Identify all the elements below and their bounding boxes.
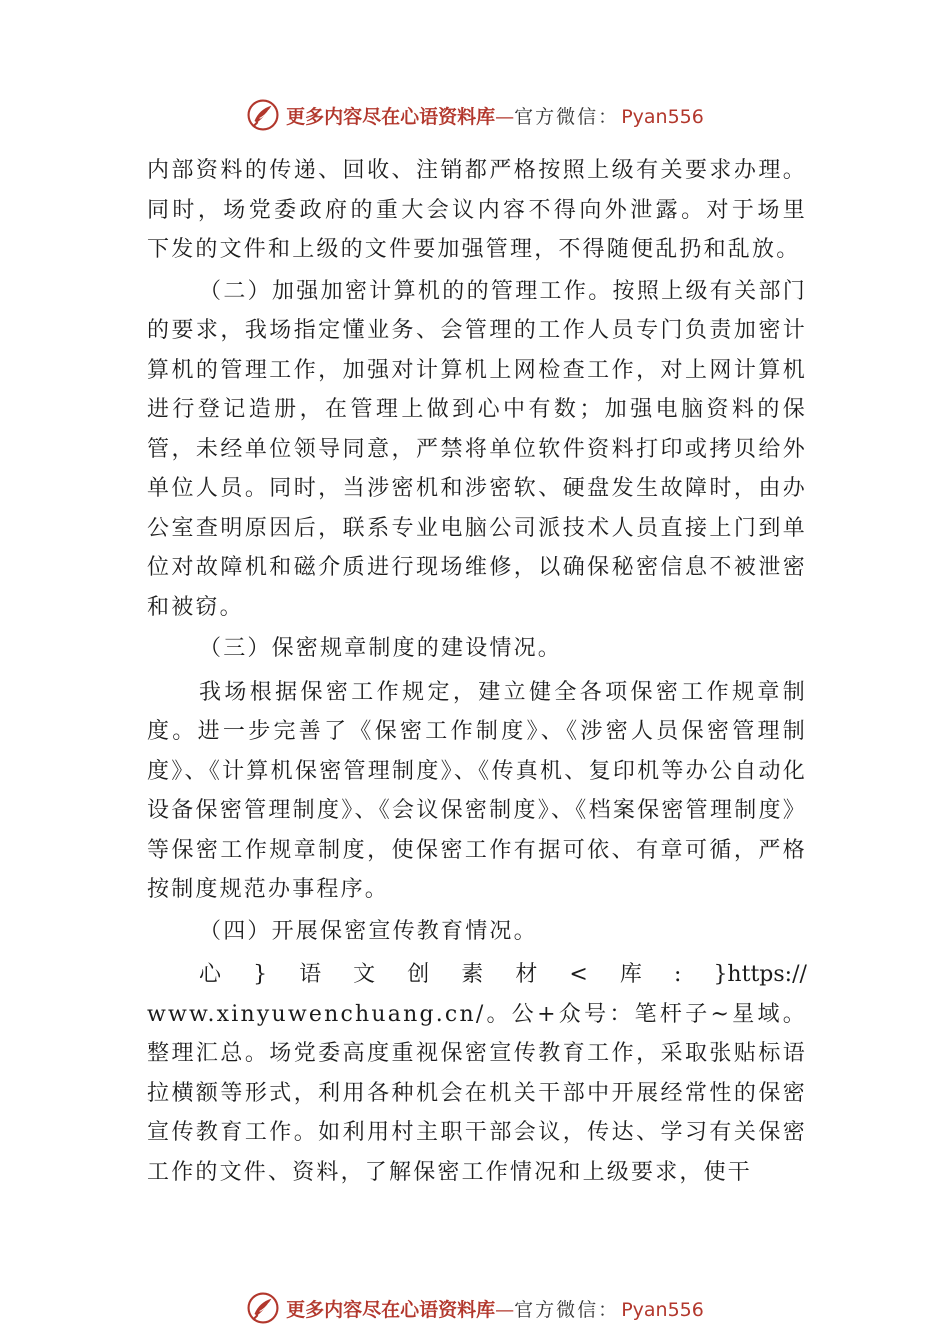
banner-main-text: 更多内容尽在心语资料库 xyxy=(286,105,496,128)
banner-official-label: 官方微信： xyxy=(514,105,620,128)
spaced-char: 材 xyxy=(515,962,538,987)
paragraph-1: 内部资料的传递、回收、注销都严格按照上级有关要求办理。同时，场党委政府的重大会议内容不得向外泄露。对于场里 下发的文件和上级的文件要加强管理，不得随便乱扔和乱放。 xyxy=(147,158,807,262)
banner-text xyxy=(286,1295,704,1322)
spaced-char: 库 xyxy=(619,962,642,987)
brand-logo-icon xyxy=(246,1291,280,1325)
banner-dash: — xyxy=(495,1298,515,1321)
spaced-char: 心 xyxy=(199,962,222,987)
banner-wechat-id: Pyan556 xyxy=(621,105,704,128)
document-body xyxy=(147,151,807,1192)
paragraph-5: （四）开展保密宣传教育情况。 xyxy=(199,918,538,944)
paragraph-6: www.xinyuwenchuang.cn/。公+众号：笔杆子~星域。整理汇总。场党委高度重视保密宣传教育工作，采取张贴标语拉横额等形式，利用各种机会在机关干部中开展经常性的保密宣传教育工作。如利用村主职干部会议，传达、学习有关保密工作的文件、资料，了解保密工作情况和上级要求，使干 xyxy=(147,1001,807,1185)
spaced-char: } xyxy=(253,962,268,987)
brand-logo-icon xyxy=(246,98,280,132)
banner-dash: — xyxy=(495,105,515,128)
spaced-char: 素 xyxy=(461,962,484,987)
paragraph-2: （二）加强加密计算机的的管理工作。按照上级有关部门的要求，我场指定懂业务、会管理的工作人员专门负责加密计算机的管理工作，加强对计算机上网检查工作，对上网计算机进行登记造册，在管理上做到心中有数；加强电脑资料的保管，未经单位领导同意，严禁将单位软件资料打印或拷贝给外单位人员。同时，当涉密机和涉密软、硬盘发生故障时，由办公室查明原因后，联系专业电脑公司派技术人员直接上门到单位对故障机和磁介质进行现场维修，以确保秘密信息不被泄密和被窃。 xyxy=(147,278,807,620)
header-banner xyxy=(0,95,950,135)
spaced-char: 文 xyxy=(353,962,376,987)
banner-wechat-id: Pyan556 xyxy=(621,1298,704,1321)
footer-banner xyxy=(0,1288,950,1328)
spaced-char: : xyxy=(673,962,682,987)
spaced-char: < xyxy=(569,962,588,987)
paragraph-4: 我场根据保密工作规定，建立健全各项保密工作规章制度。进一步完善了《保密工作制度》、《涉密人员保密管理制度》、《计算机保密管理制度》、《传真机、复印机等办公自动化设备保密管理制度》、《会议保密制度》、《档案保密管理制度》等保密工作规章制度，使保密工作有据可依、有章可循，严格按制度规范办事程序。 xyxy=(147,679,807,902)
banner-official-label: 官方微信： xyxy=(514,1298,620,1321)
paragraph-3: （三）保密规章制度的建设情况。 xyxy=(199,636,563,661)
spaced-url-start: }https:// xyxy=(713,962,807,987)
spaced-char: 创 xyxy=(407,962,430,987)
spaced-char: 语 xyxy=(299,962,322,987)
banner-main-text: 更多内容尽在心语资料库 xyxy=(286,1298,496,1321)
banner-text xyxy=(286,102,704,129)
paragraph-6-first-line xyxy=(147,955,807,995)
